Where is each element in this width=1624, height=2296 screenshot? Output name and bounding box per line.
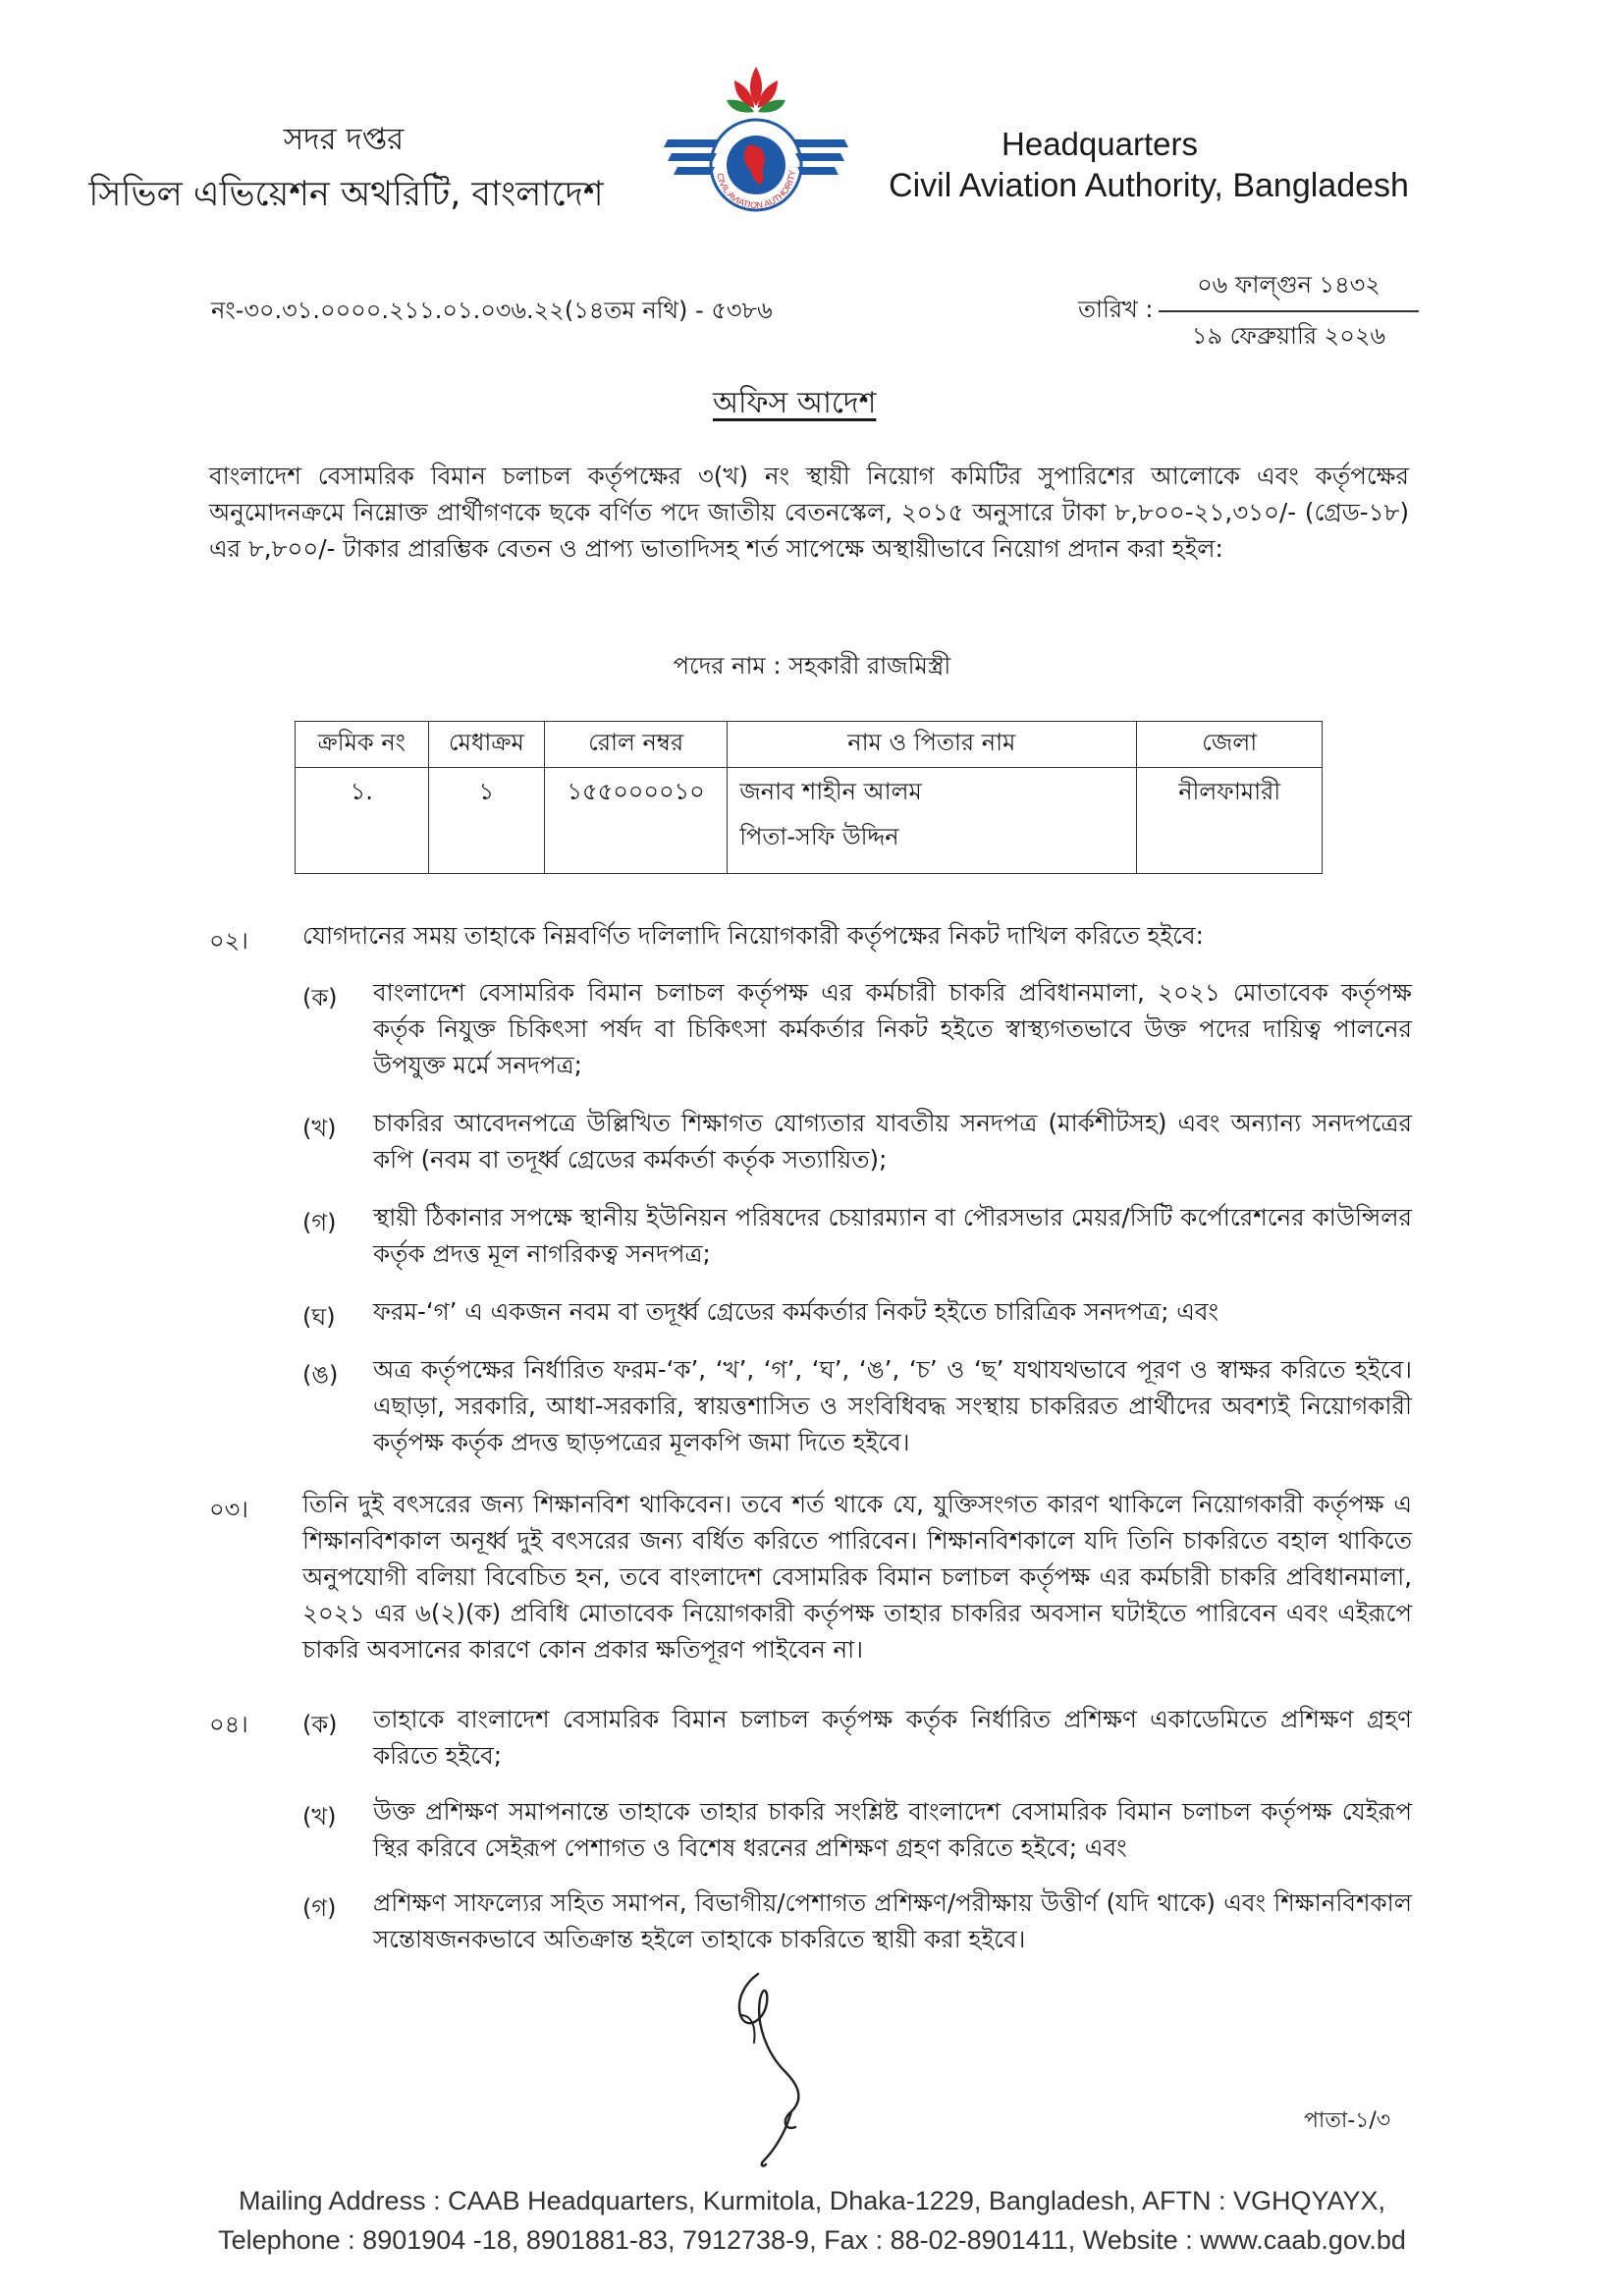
cell-district: নীলফামারী (1137, 768, 1323, 874)
signature-icon (727, 1964, 874, 2170)
caab-logo (658, 59, 854, 236)
s04-item-kha-text: উক্ত প্রশিক্ষণ সমাপনান্তে তাহাকে তাহার চাকরি সংশ্লিষ্ট বাংলাদেশ বেসামরিক বিমান চলাচল কর্তৃপক্ষ যেইরূপ স্থির করিবে সেইরূপ পেশাগত ও বিশেষ ধরনের প্রশিক্ষণ গ্রহণ করিতে হইবে; এবং (373, 1797, 1412, 1862)
col-merit: মেধাক্রম (428, 722, 544, 768)
table-row (296, 768, 1323, 874)
footer-mailing-address: Mailing Address : CAAB Headquarters, Kurmitola, Dhaka-1229, Bangladesh, AFTN : VGHQYAYX, (238, 2186, 1386, 2215)
s04-item-ga-mark: (গ) (302, 1894, 337, 1922)
cell-roll: ১৫৫০০০০১০ (545, 768, 728, 874)
s02-item-kha-text: চাকরির আবেদনপত্রে উল্লিখিত শিক্ষাগত যোগ্যতার যাবতীয় সনদপত্র (মার্কশীটসহ) এবং অন্যান্য সনদপত্রের কপি (নবম বা তদূর্ধ্ব গ্রেডের কর্মকর্তা কর্তৃক সত্যায়িত); (373, 1109, 1412, 1174)
page-number: পাতা-১/৩ (1304, 2108, 1391, 2133)
s04-item-ka-mark: (ক) (302, 1711, 338, 1738)
s04-item-ga-text: প্রশিক্ষণ সাফল্যের সহিত সমাপন, বিভাগীয়/পেশাগত প্রশিক্ষণ/পরীক্ষায় উত্তীর্ণ (যদি থাকে) এবং শিক্ষানবিশকাল সন্তোষজনকভাবে অতিক্রান্ত হইলে তাহাকে চাকরিতে স্থায়ী করা হইবে। (373, 1888, 1412, 1953)
memo-number: নং-৩০.৩১.০০০০.২১১.০১.০৩৬.২২(১৪তম নথি) - ৫৩৮৬ (211, 297, 773, 324)
table-header-row (296, 722, 1323, 768)
date-gregorian: ১৯ ফেব্রুয়ারি ২০২৬ (1191, 322, 1386, 350)
s02-item-gha-text: ফরম-‘গ’ এ একজন নবম বা তদূর্ধ্ব গ্রেডের কর্মকর্তার নিকট হইতে চারিত্রিক সনদপত্র; এবং (373, 1297, 1219, 1326)
section-03-number: ০৩। (209, 1496, 248, 1523)
date-bangla: ০৬ ফাল্গুন ১৪৩২ (1159, 267, 1419, 312)
cell-serial: ১. (296, 768, 429, 874)
svg-text:CIVIL AVIATION AUTHORITY: CIVIL AVIATION AUTHORITY (715, 169, 798, 211)
col-roll: রোল নম্বর (545, 722, 728, 768)
intro-paragraph: বাংলাদেশ বেসামরিক বিমান চলাচল কর্তৃপক্ষের ৩(খ) নং স্থায়ী নিয়োগ কমিটির সুপারিশের আলোকে এবং কর্তৃপক্ষের অনুমোদনক্রমে নিম্নোক্ত প্রার্থীগণকে ছকে বর্ণিত পদে জাতীয় বেতনস্কেল, ২০১৫ অনুসারে টাকা ৮,৮০০-২১,৩১০/- (গ্রেড-১৮) এর ৮,৮০০/- টাকার প্রারম্ভিক বেতন ও প্রাপ্য ভাতাদিসহ শর্ত সাপেক্ষে অস্থায়ীভাবে নিয়োগ প্রদান করা হইল: (209, 462, 1409, 563)
s02-item-ga-text: স্থায়ী ঠিকানার সপক্ষে স্থানীয় ইউনিয়ন পরিষদের চেয়ারম্যান বা পৌরসভার মেয়র/সিটি কর্পোরেশনের কাউন্সিলর কর্তৃক প্রদত্ত মূল নাগরিকত্ব সনদপত্র; (373, 1203, 1412, 1268)
bangla-authority-name: সিভিল এভিয়েশন অথরিটি, বাংলাদেশ (88, 175, 604, 214)
section-02-number: ০২। (209, 927, 248, 955)
english-authority-name: Civil Aviation Authority, Bangladesh (889, 167, 1409, 204)
s02-item-gha-mark: (ঘ) (302, 1303, 336, 1331)
s04-item-ka-text: তাহাকে বাংলাদেশ বেসামরিক বিমান চলাচল কর্তৃপক্ষ কর্তৃক নির্ধারিত প্রশিক্ষণ একাডেমিতে প্রশিক্ষণ গ্রহণ করিতে হইবে; (373, 1705, 1412, 1770)
cell-merit: ১ (428, 768, 544, 874)
s04-item-kha-mark: (খ) (302, 1803, 337, 1831)
section-02-text: যোগদানের সময় তাহাকে নিম্নবর্ণিত দলিলাদি নিয়োগকারী কর্তৃপক্ষের নিকট দাখিল করিতে হইবে: (302, 921, 1204, 950)
col-serial: ক্রমিক নং (296, 722, 429, 768)
col-name: নাম ও পিতার নাম (728, 722, 1137, 768)
bangla-office-name: সদর দপ্তর (283, 122, 405, 157)
col-district: জেলা (1137, 722, 1323, 768)
post-name: পদের নাম : সহকারী রাজমিস্ত্রী (673, 652, 951, 680)
appointee-table (295, 721, 1323, 874)
footer-contact: Telephone : 8901904 -18, 8901881-83, 7912738-9, Fax : 88-02-8901411, Website : www.caab.gov.bd (218, 2225, 1406, 2255)
candidate-name: জনাব শাহীন আলম (739, 778, 922, 805)
logo-flower-icon (727, 67, 785, 113)
document-title: অফিস আদেশ (713, 386, 877, 420)
s02-item-umo-text: অত্র কর্তৃপক্ষের নির্ধারিত ফরম-‘ক’, ‘খ’, ‘গ’, ‘ঘ’, ‘ঙ’, ‘চ’ ও ‘ছ’ যথাযথভাবে পূরণ ও স্বাক্ষর করিতে হইবে। এছাড়া, সরকারি, আধা-সরকারি, স্বায়ত্তশাসিত ও সংবিধিবদ্ধ সংস্থায় চাকরিরত প্রার্থীদের অবশ্যই নিয়োগকারী কর্তৃপক্ষ কর্তৃক প্রদত্ত ছাড়পত্রের মূলকপি জমা দিতে হইবে। (373, 1355, 1412, 1456)
section-04-number: ০৪। (209, 1711, 248, 1738)
date-label: তারিখ : (1078, 296, 1154, 323)
s02-item-kha-mark: (খ) (302, 1115, 337, 1142)
section-03-text: তিনি দুই বৎসরের জন্য শিক্ষানবিশ থাকিবেন। তবে শর্ত থাকে যে, যুক্তিসংগত কারণ থাকিলে নিয়োগকারী কর্তৃপক্ষ এ শিক্ষানবিশকাল অনূর্ধ্ব দুই বৎসরের জন্য বর্ধিত করিতে পারিবেন। শিক্ষানবিশকালে যদি তিনি চাকরিতে বহাল থাকিতে অনুপযোগী বলিয়া বিবেচিত হন, তবে বাংলাদেশ বেসামরিক বিমান চলাচল কর্তৃপক্ষ এর কর্মচারী চাকরি প্রবিধানমালা, ২০২১ এর ৬(২)(ক) প্রবিধি মোতাবেক নিয়োগকারী কর্তৃপক্ষ তাহার চাকরির অবসান ঘটাইতে পারিবেন এবং এইরূপে চাকরি অবসানের কারণে কোন প্রকার ক্ষতিপূরণ পাইবেন না। (302, 1490, 1412, 1664)
english-office-name: Headquarters (1001, 126, 1198, 162)
date-block (1159, 267, 1419, 357)
s02-item-ka-mark: (ক) (302, 984, 338, 1011)
candidate-father: পিতা-সফি উদ্দিন (739, 823, 899, 850)
s02-item-umo-mark: (ঙ) (302, 1361, 339, 1389)
s02-item-ga-mark: (গ) (302, 1209, 337, 1236)
cell-name (728, 768, 1137, 874)
s02-item-ka-text: বাংলাদেশ বেসামরিক বিমান চলাচল কর্তৃপক্ষ এর কর্মচারী চাকরি প্রবিধানমালা, ২০২১ মোতাবেক কর্তৃপক্ষ কর্তৃক নিযুক্ত চিকিৎসা পর্ষদ বা চিকিৎসা কর্মকর্তার নিকট হইতে স্বাস্থ্যগতভাবে উক্ত পদের দায়িত্ব পালনের উপযুক্ত মর্মে সনদপত্র; (373, 978, 1412, 1079)
